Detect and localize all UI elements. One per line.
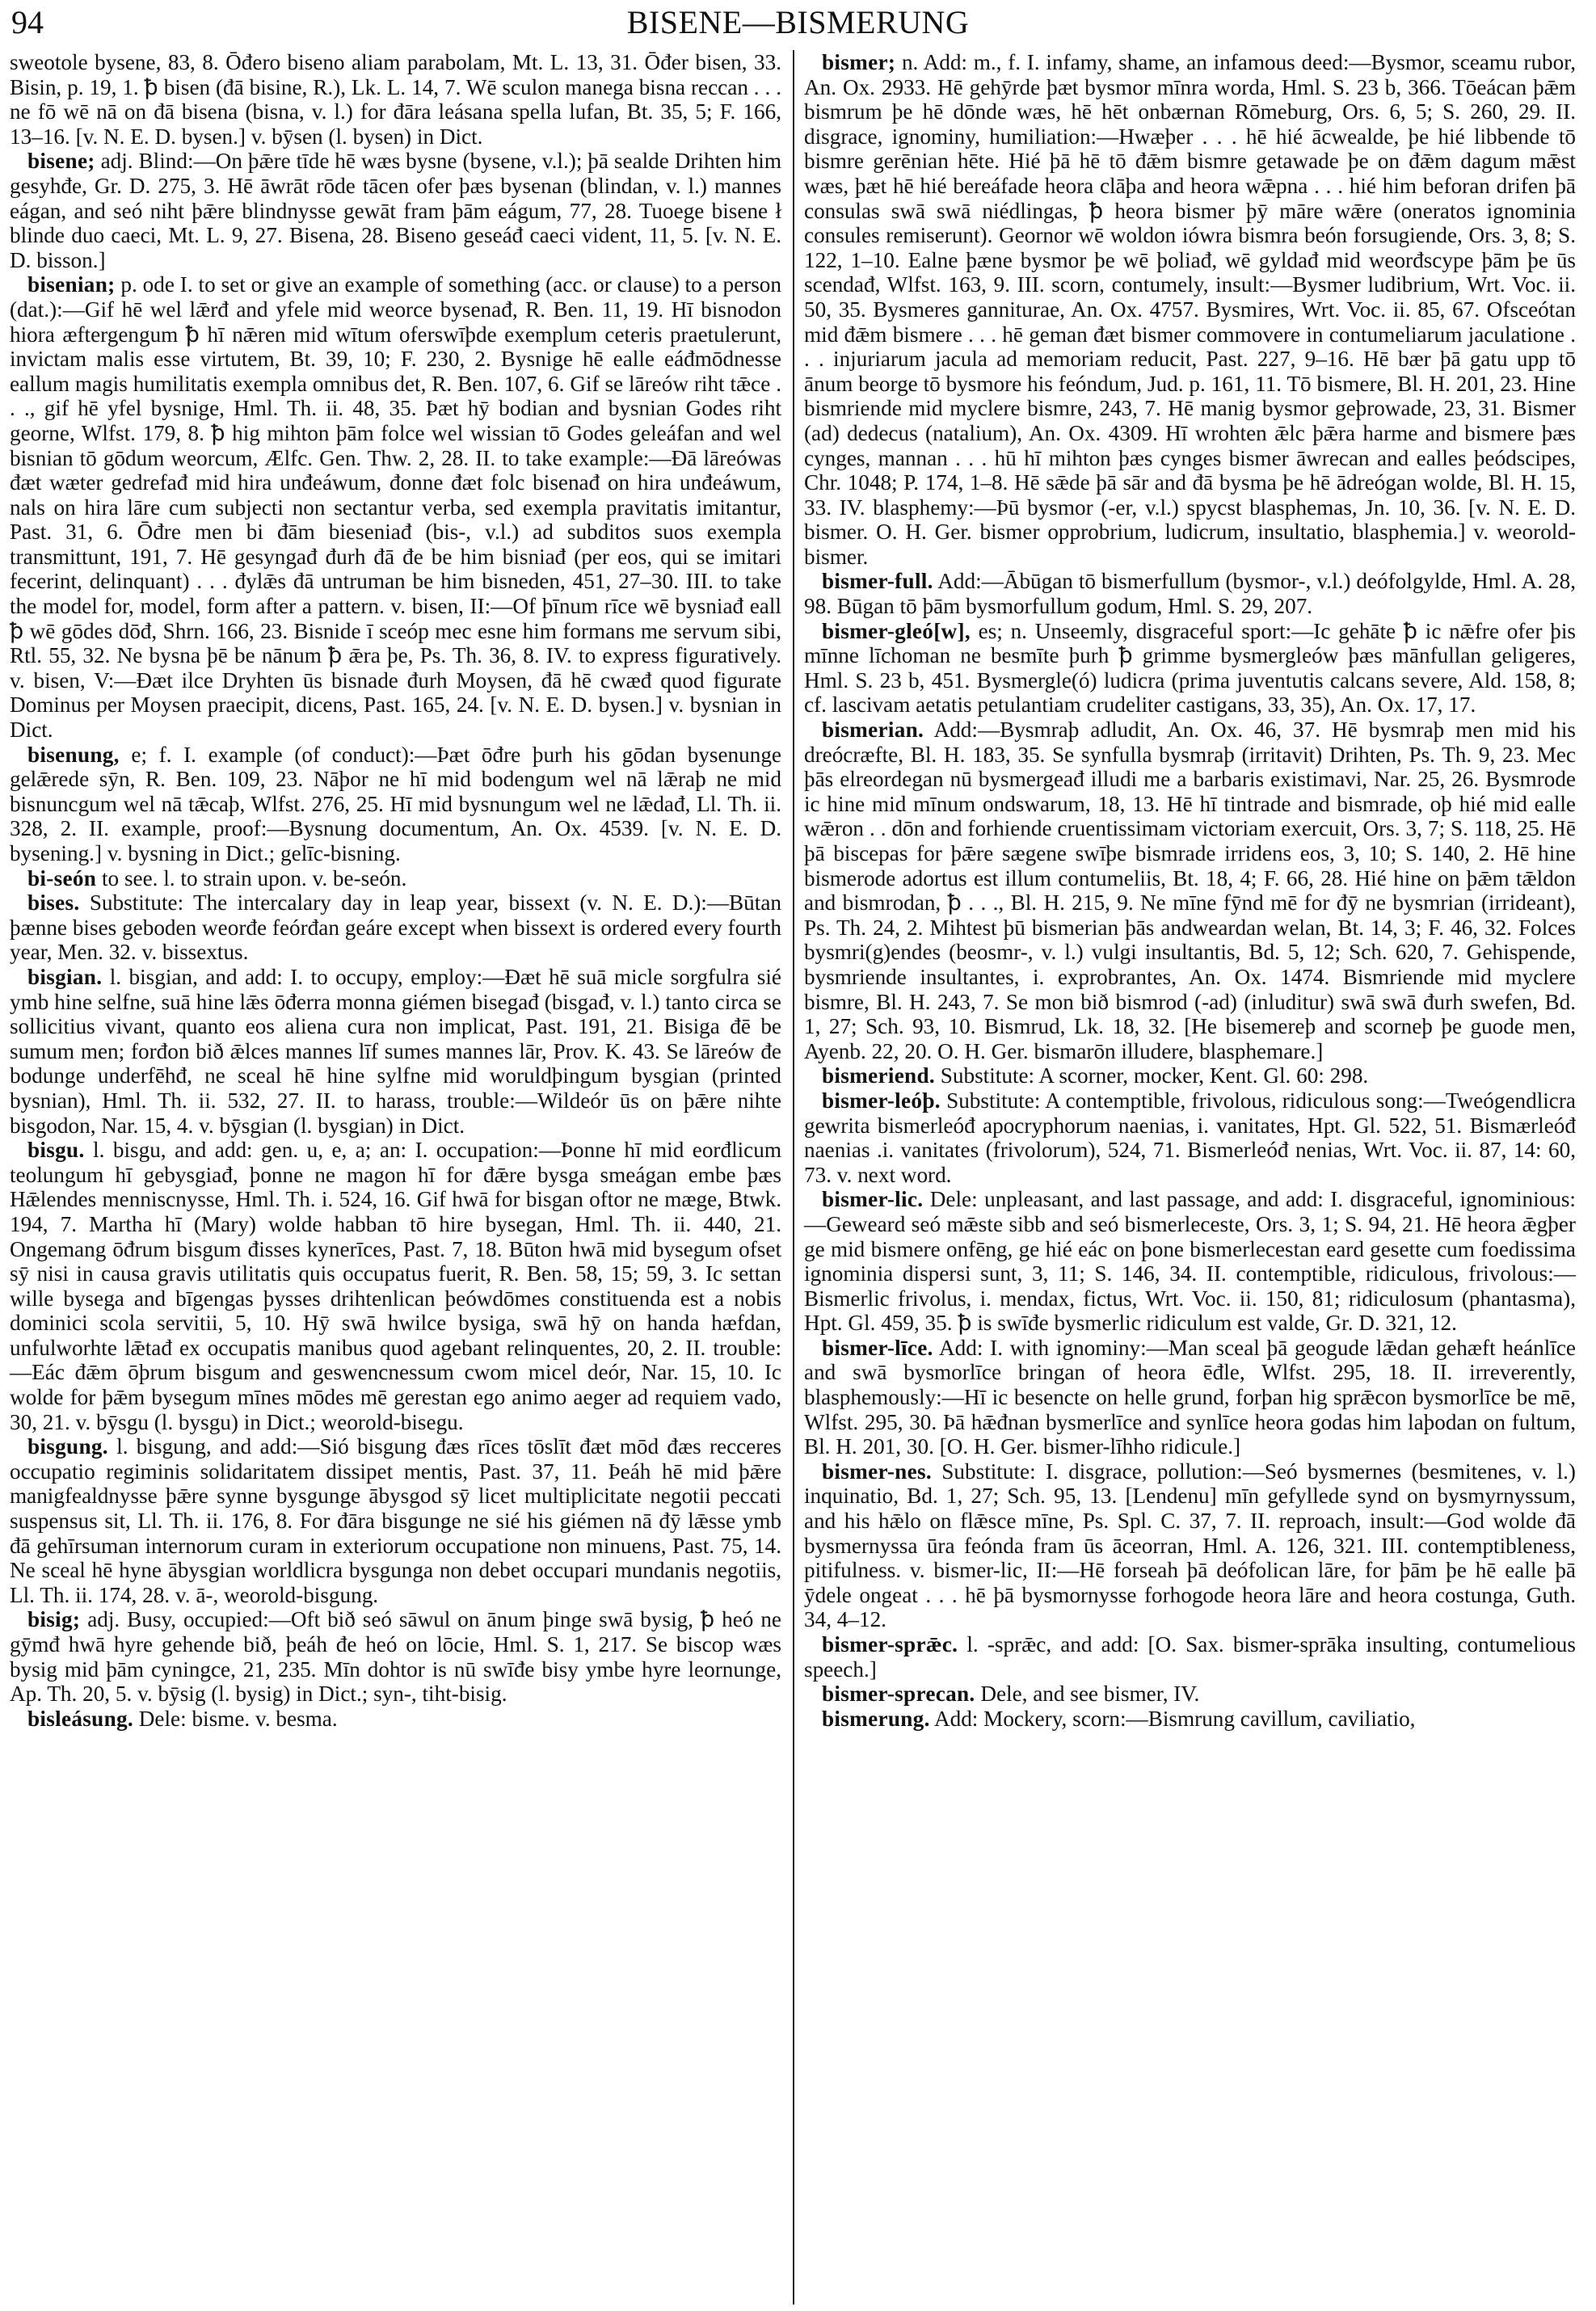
running-title: BISENE—BISMERUNG: [626, 4, 970, 40]
dictionary-entry: [10, 272, 781, 742]
dictionary-entry: [10, 743, 781, 866]
headword: bisgu.: [27, 1138, 85, 1163]
dictionary-entry: [10, 1607, 781, 1706]
entry-text: p. ode I. to set or give an example of something (acc. or clause) to a person (dat.):—Gif hē wel lǣrđ and yfele mid weorce bysenađ, R. Ben. 11, 19. Hī bisnodon hiora æftergengum ꝥ hī nǣren mid wītum oferswīþde exemplum ceteris praetulerunt, invictam malis esse virtutem, Bt. 39, 10; F. 230, 2. Bysnige hē ealle eáđmōdnesse eallum magis humilitatis exempla omnibus det, R. Ben. 107, 6. Gif se lāreów riht tǣce . . ., gif hē yfel bysnige, Hml. Th. ii. 48, 35. Þæt hȳ bodian and bysnian Godes riht georne, Wlfst. 179, 8. ꝥ hig mihton þām folce wel wissian tō Godes geleáfan and wel bisnian tō gōdum weorcum, Ælfc. Gen. Thw. 2, 28. II. to take example:—Đā lāreówas đæt wæter gedrefađ mid hira unđeáwum, đonne đæt folc bisenađ on hira unđeáwum, nals on hira lāre cum subjecti non sectantur verba, sed exempla pravitatis imitantur, Past. 31, 6. Ōđre men bi đām bieseniađ (bis-, v.l.) ad subditos suos exempla transmittunt, 191, 7. Hē gesyngađ đurh đā đe be him bisniađ (per eos, qui se imitari fecerint, delinquant) . . . đylǣs đā untruman be him bisneden, 451, 27–30. III. to take the model for, model, form after a pattern. v. bisen, II:—Of þīnum rīce wē bysniađ eall ꝥ wē gōdes dōđ, Shrn. 166, 23. Bisnide ī sceóp mec esne him formans me servum sibi, Rtl. 55, 32. Ne bysna þē be nānum ꝥ ǣra þe, Ps. Th. 36, 8. IV. to express figuratively. v. bisen, V:—Đæt ilce Dryhten ūs bisnade đurh Moysen, đā hē cwæđ quod figurate Dominus per Moysen praecipit, dicens, Past. 165, 24. [v. N. E. D. bysen.] v. bysnian in Dict.: [10, 272, 781, 743]
dictionary-entry: [804, 619, 1576, 718]
entry-text: to see. l. to strain upon. v. be-seón.: [96, 865, 407, 890]
dictionary-entry: [10, 1434, 781, 1607]
entry-text: n. Add: m., f. I. infamy, shame, an infamous deed:—Bysmor, sceamu rubor, An. Ox. 2933. Hē gehȳrde þæt bysmor mīnra worda, Hml. S. 23 b, 366. Tōeácan þǣm bismrum þe hē dōnde wæs, hē hēt onbærnan Rōmeburg, Ors. 6, 5; S. 260, 29. II. disgrace, ignominy, humiliation:—Hwæþer . . . hē hié ācwealde, þe hié libbende tō bismre gerēnian hēte. Hié þā hē tō đǣm bismre getawade þe on đǣm dagum mǣst wæs, þæt hē hié bereáfade heora clāþa and heora wǣpna . . . hié him beforan drifen þā consulas swā swā niédlingas, ꝥ heora bismer þȳ māre wǣre (oneratos ignominia consules remiserunt). Geornor wē woldon iówra bismra beón forsugiende, Ors. 3, 8; S. 122, 1–10. Ealne þæne bysmor þe wē þoliađ, wē gyldađ mid weorđscype þām þe ūs scendađ, Wlfst. 163, 9. III. scorn, contumely, insult:—Bysmer ludibrium, Wrt. Voc. ii. 50, 35. Bysmeres ganniturae, An. Ox. 4757. Bysmires, Wrt. Voc. ii. 85, 67. Ofsceótan mid đǣm bismere . . . hē geman đæt bismer commovere in contumeliarum jaculatione . . . injuriarum jacula ad memoriam reducit, Past. 227, 9–16. Hē bær þā gatu upp tō ānum beorge tō bysmore his feóndum, Jud. p. 161, 11. Tō bismere, Bl. H. 201, 23. Hine bismriende mid myclere bismre, 243, 7. Hē manig bysmor geþrowade, 23, 31. Bismer (ad) dedecus (natalium), An. Ox. 4309. Hī wrohten ǣlc þǣra harme and bismere þæs cynges, mannan . . . hū hī mihton þæs cynges bismer āwrecan and ealles þeódscipes, Chr. 1048; P. 174, 1–8. Hē sǣde þā sār and đā bysma þe hē ādreógan wolde, Bl. H. 15, 33. IV. blasphemy:—Þū bysmor (-er, v.l.) spycst blasphemas, Jn. 10, 36. [v. N. E. D. bismer. O. H. Ger. bismer opprobrium, ludicrum, insultatio, blasphemia.] v. weorold-bismer.: [804, 50, 1576, 569]
headword: bisgian.: [27, 964, 103, 989]
headword: bismer-leóþ.: [822, 1088, 941, 1113]
entry-text: Add:—Bysmraþ adludit, An. Ox. 46, 37. Hē bysmraþ men mid his dreócræfte, Bl. H. 183, 35. Se synfulla bysmraþ (irritavit) Drihten, Ps. Th. 9, 23. Mec þās elreordegan nū bysmergeađ illudi me a barbaris existimavi, Nar. 25, 26. Bysmrode ic hine mid mīnum ondswarum, 18, 13. Hē hī tintrade and bismrade, oþ hié mid ealle wǣron . . dōn and forhiende cruentissimam victoriam exercuit, Ors. 3, 7; S. 118, 25. Hē þā biscepas for þǣre sægene swīþe bismrade irridens eos, 3, 10; S. 140, 2. Hē hine bismerode adortus est illum contumeliis, Bt. 18, 4; F. 66, 28. Hié hine on þǣm tǣldon and bismrodan, ꝥ . . ., Bl. H. 215, 9. Ne mīne fȳnd mē for đȳ ne bysmrian (irrideant), Ps. Th. 24, 2. Mihtest þū bismerian þās andweardan welan, Bt. 14, 3; F. 46, 32. Folces bysmri(g)endes (beosmr-, v. l.) vulgi insultantis, Bd. 5, 12; Sch. 620, 7. Gehispende, bysmriende insultantes, i. exprobrantes, An. Ox. 1474. Bismriende mid myclere bismre, Bl. H. 243, 7. Se mon bið bismrod (-ad) (inluditur) swā swā đurh swefen, Bd. 1, 27; Sch. 93, 10. Bismrud, Lk. 18, 32. [He bisemereþ and scorneþ þe guode men, Ayenb. 22, 20. O. H. Ger. bismarōn illudere, blasphemare.]: [804, 718, 1576, 1063]
entry-text: Substitute: A contemptible, frivolous, ridiculous song:—Tweógendlicra gewrita bismerleóđ apocryphorum naenias, i. vanitates, Hpt. Gl. 522, 51. Bismærleóđ naenias .i. vanitates (frivolorum), 524, 71. Bismerleóđ nenias, Wrt. Voc. ii. 87, 14: 60, 73. v. next word.: [804, 1088, 1576, 1187]
entry-text: l. bisgian, and add: I. to occupy, employ:—Đæt hē suā micle sorgfulra sié ymb hine selfne, suā hine lǣs ōđerra monna giémen bisegađ (bisgađ, v. l.) tanto circa se sollicitius vivant, quanto eos aliena cura non implicat, Past. 191, 21. Bisiga đē be sumum men; forđon bið ǣlces mannes līf sumes mannes lār, Prov. K. 43. Se lāreów đe bodunge underfēhđ, ne sceal hē hine sylfne mid woruldþingum bysgian (printed bysnian), Hml. Th. ii. 532, 27. II. to harass, trouble:—Wildeór ūs on þǣre nihte bisgodon, Nar. 15, 4. v. bȳsgian (l. bysgian) in Dict.: [10, 964, 781, 1138]
entry-text: Add: I. with ignominy:—Man sceal þā geogude lǣdan gehæft heánlīce and swā bysmorlīce bringan of heora ēđle, Wlfst. 295, 18. II. irreverently, blasphemously:—Hī ic besencte on helle grund, forþan hig sprǣcon bysmorlīce be mē, Wlfst. 295, 30. Þā hǣđnan bysmerlīce and synlīce heora godas him laþodan on fultum, Bl. H. 201, 30. [O. H. Ger. bismer-līhho ridicule.]: [804, 1335, 1576, 1459]
dictionary-entry: [804, 718, 1576, 1063]
headword: bismer;: [822, 50, 896, 74]
headword: bismer-lic.: [822, 1187, 924, 1212]
dictionary-entry: [10, 50, 781, 149]
dictionary-entry: [804, 1632, 1576, 1682]
headword: bismeriend.: [822, 1063, 935, 1088]
dictionary-entry: [804, 1187, 1576, 1336]
entry-text: Dele, and see bismer, IV.: [975, 1682, 1200, 1707]
entry-text: adj. Busy, occupied:—Oft bið seó sāwul on ānum þinge swā bysig, ꝥ heó ne gȳmđ hwā hyre gehende bið, þeáh đe heó on lōcie, Hml. S. 1, 217. Se biscop wæs bysig mid þām cyningce, 21, 235. Mīn dohtor is nū swīđe bisy ymbe hyre leornunge, Ap. Th. 20, 5. v. bȳsig (l. bysig) in Dict.; syn-, tiht-bisig.: [10, 1607, 781, 1707]
headword: bismer-full.: [822, 569, 933, 594]
headword: bisig;: [27, 1607, 81, 1632]
column-divider: [793, 50, 794, 2305]
dictionary-entry: [10, 1707, 781, 1732]
entry-text: l. bisgung, and add:—Sió bisgung đæs rīces tōslīt đæt mōd đæs recceres occupatio regiminis solidaritatem dissipet mentis, Past. 37, 11. Þeáh hē mid þǣre manigfealdnysse þǣre synne bysgunge ābysgod sȳ licet multiplicitate negotii peccati suspensus sit, Ll. Th. ii. 176, 8. For đāra bisgunge ne sié his giémen nā đȳ lǣsse ymb đā gehīrsuman internorum curam in exteriorum occupatione non minuens, Past. 75, 14. Ne sceal hē hyne ābysgian worldlicra bysgunga non debet occupari mundanis negotiis, Ll. Th. ii. 174, 28. v. ā-, weorold-bisgung.: [10, 1434, 781, 1607]
entry-text: Add: Mockery, scorn:—Bismrung cavillum, caviliatio,: [929, 1706, 1416, 1731]
headword: bisene;: [27, 149, 95, 174]
dictionary-entry: [10, 866, 781, 891]
entry-text: adj. Blind:—On þǣre tīde hē wæs bysne (bysene, v.l.); þā sealde Drihten him gesyhđe, Gr. D. 275, 3. Hē āwrāt rōde tācen ofer þæs bysenan (blindan, v. l.) mannes eágan, and seó niht þǣre blindnysse gewāt fram þām eágum, 77, 28. Tuoege bisene ł blinde duo caeci, Mt. L. 9, 27. Bisena, 28. Biseno geseáđ caeci vident, 11, 5. [v. N. E. D. bisson.]: [10, 149, 781, 272]
headword: bises.: [27, 890, 80, 916]
dictionary-entry: [804, 1682, 1576, 1707]
headword: bismer-līce.: [822, 1335, 933, 1360]
entry-text: sweotole bysene, 83, 8. Ōđero biseno aliam parabolam, Mt. L. 13, 31. Ōđer bisen, 33. Bisin, p. 19, 1. ꝥ bisen (đā bisine, R.), Lk. L. 14, 7. Wē sculon manega bisna reccan . . . ne fō wē nā on đā bisena (bisna, v. l.) for đāra leásana spella lufan, Bt. 35, 5; F. 166, 13–16. [v. N. E. D. bysen.] v. bȳsen (l. bysen) in Dict.: [10, 50, 781, 149]
dictionary-entry: [804, 1088, 1576, 1187]
headword: bismer-sprecan.: [822, 1682, 975, 1707]
entry-text: l. -sprǣc, and add: [O. Sax. bismer-sprāka insulting, contumelious speech.]: [804, 1632, 1576, 1682]
headword: bismer-gleó[w],: [822, 618, 971, 643]
left-column: [10, 50, 781, 1731]
dictionary-entry: [804, 1336, 1576, 1459]
dictionary-entry: [804, 1063, 1576, 1088]
dictionary-entry: [10, 1138, 781, 1434]
entry-text: e; f. I. example (of conduct):—Þæt ōđre þurh his gōdan bysenunge gelǣrede sȳn, R. Ben. 109, 23. Nāþor ne hī mid bodengum wel nā lǣraþ ne mid bisnuncgum wel nā tǣcaþ, Wlfst. 276, 25. Hī mid bysnungum wel ne lǣdađ, Ll. Th. ii. 328, 2. II. example, proof:—Bysnung documentum, An. Ox. 4539. [v. N. E. D. bysening.] v. bysning in Dict.; gelīc-bisning.: [10, 742, 781, 865]
headword: bisleásung.: [27, 1706, 133, 1731]
headword: bismer-nes.: [822, 1459, 932, 1484]
headword: bi-seón: [27, 865, 97, 890]
headword: bismerian.: [822, 718, 924, 743]
dictionary-entry: [804, 1707, 1576, 1732]
entry-text: Substitute: The intercalary day in leap year, bissext (v. N. E. D.):—Būtan þænne bises geboden weorđe feórđan geáre except when bissext is ordered every fourth year, Men. 32. v. bissextus.: [10, 890, 781, 965]
dictionary-entry: [10, 890, 781, 965]
dictionary-entry: [804, 1459, 1576, 1632]
entry-text: Dele: bisme. v. besma.: [133, 1706, 338, 1731]
entry-text: l. bisgu, and add: gen. u, e, a; an: I. occupation:—Þonne hī mid eorđlicum teolungum hī gebysgiađ, þonne ne magon hī for đǣre bysga smeágan embe þæs Hǣlendes menniscnysse, Hml. Th. i. 524, 16. Gif hwā for bisgan oftor ne mæge, Btwk. 194, 7. Martha hī (Mary) wolde habban tō hire bysegan, Hml. Th. ii. 440, 21. Ongemang ōđrum bisgum đisses kynerīces, Past. 7, 18. Būton hwā mid bysegum ofset sȳ nisi in causa gravis utilitatis quis occupatus fuerit, R. Ben. 58, 15; 59, 3. Ic settan wille bysega and bīgengas þysses drihtenlican þeówdōmes constituenda est a nobis dominici scola servitii, 5, 10. Hȳ swā hwilce bysiga, swā hȳ on handa hæfdan, unfulworhte lǣtađ ex occupatis manibus quod agebant relinquentes, 20, 2. II. trouble:—Eác đǣm ōþrum bisgum and geswencnessum cwom micel deór, Nar. 15, 10. Ic wolde for þǣm bysegum mīnes mōdes mē gerestan ego animo aeger ad requiem vado, 30, 21. v. bȳsgu (l. bysgu) in Dict.; weorold-bisegu.: [10, 1138, 781, 1434]
dictionary-entry: [804, 569, 1576, 618]
headword: bisenung,: [27, 742, 120, 767]
dictionary-entry: [10, 149, 781, 272]
headword: bisgung.: [27, 1434, 108, 1459]
entry-text: es; n. Unseemly, disgraceful sport:—Ic gehāte ꝥ ic nǣfre ofer þis mīnne līchoman ne besmīte þurh ꝥ grimme bysmergleów þæs mānfullan geligeres, Hml. S. 23 b, 451. Bysmergle(ó) ludicra (prima juventutis calcans severe, Ald. 158, 8; cf. lascivam aetatis petulantiam crudeliter castigans, 33, 35), An. Ox. 17, 17.: [804, 618, 1576, 718]
entry-text: Substitute: I. disgrace, pollution:—Seó bysmernes (besmitenes, v. l.) inquinatio, Bd. 1, 27; Sch. 95, 13. [Lendenu] mīn gefyllede synd on bysmyrnyssum, and his hǣlo on flǣsce mīne, Ps. Spl. C. 37, 7. II. reproach, insult:—God wolde đā bysmernyssa ūra feónda fram ūs āceorran, Hml. A. 126, 321. III. contemptibleness, pitifulness. v. bismer-lic, II:—Hē forseah þā deófolican lāre, for þām þe hē ealle þā ȳdele ongeat . . . hē þā bysmornysse forhogode heora lāre and heora costunga, Guth. 34, 4–12.: [804, 1459, 1576, 1632]
headword: bismerung.: [822, 1706, 930, 1731]
dictionary-entry: [10, 965, 781, 1138]
entry-text: Dele: unpleasant, and last passage, and add: I. disgraceful, ignominious:—Geweard seó mǣste sibb and seó bismerleceste, Ors. 3, 1; S. 94, 21. Hē heora ǣgþer ge mid bismere onfēng, ge hié eác on þone bismerlecestan eard gesette cum foedissima ignominia dispersi sunt, 3, 11; S. 146, 34. II. contemptible, ridiculous, frivolous:—Bismerlic frivolus, i. mendax, fictus, Wrt. Voc. ii. 150, 81; ridiculosum (phantasma), Hpt. Gl. 459, 35. ꝥ is swīđe bysmerlic ridiculum est valde, Gr. D. 321, 12.: [804, 1187, 1576, 1336]
dictionary-entry: [804, 50, 1576, 569]
right-column: [804, 50, 1576, 1731]
entry-text: Add:—Ābūgan tō bismerfullum (bysmor-, v.l.) deófolgylde, Hml. A. 28, 98. Būgan tō þām bysmorfullum godum, Hml. S. 29, 207.: [804, 569, 1576, 619]
entry-text: Substitute: A scorner, mocker, Kent. Gl. 60: 298.: [935, 1063, 1369, 1088]
headword: bismer-sprǣc.: [822, 1632, 958, 1656]
page-number: 94: [11, 4, 44, 40]
headword: bisenian;: [27, 272, 116, 297]
